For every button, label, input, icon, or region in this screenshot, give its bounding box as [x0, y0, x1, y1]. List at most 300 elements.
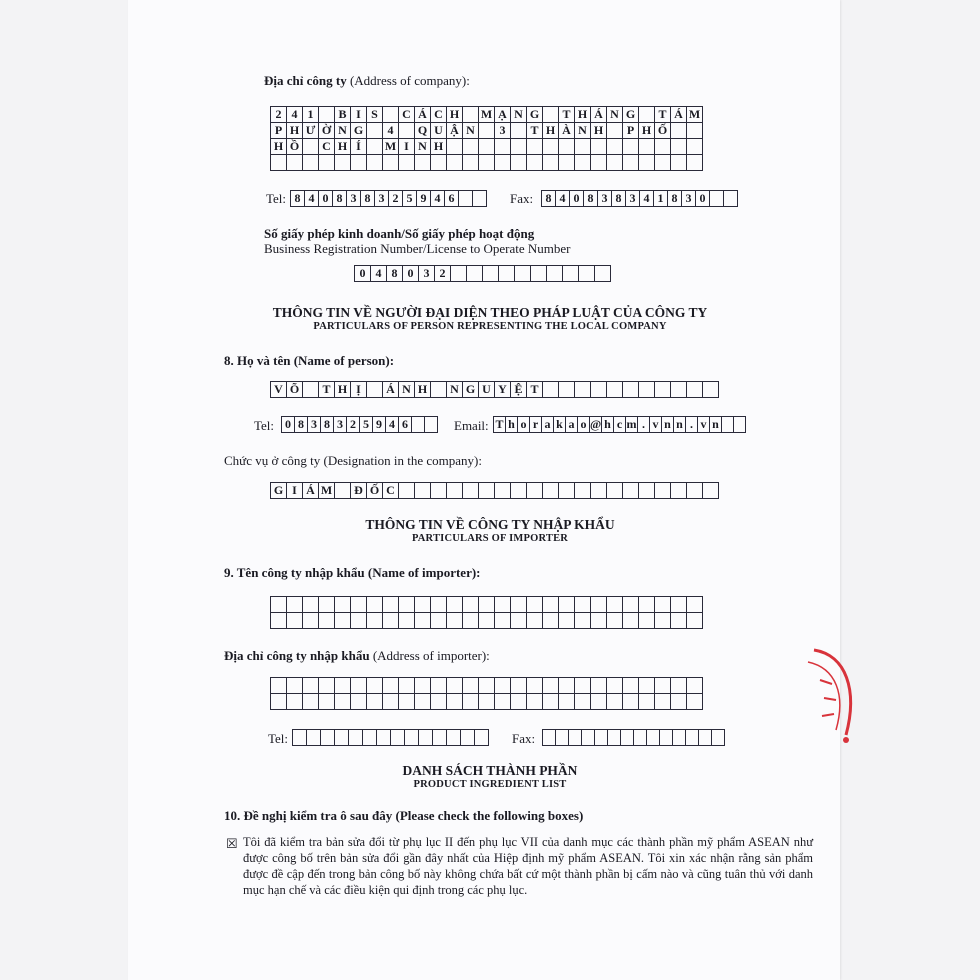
char-cell[interactable] — [424, 416, 438, 433]
char-cell[interactable] — [622, 596, 639, 613]
char-cell[interactable]: 0 — [281, 416, 295, 433]
char-cell[interactable]: 3 — [597, 190, 612, 207]
char-cell[interactable] — [654, 154, 671, 171]
char-cell[interactable]: 8 — [667, 190, 682, 207]
char-cell[interactable]: 2 — [434, 265, 451, 282]
char-cell[interactable] — [362, 729, 377, 746]
char-cell[interactable]: M — [382, 138, 399, 155]
char-cell[interactable]: T — [318, 381, 335, 398]
char-cell[interactable]: I — [398, 138, 415, 155]
char-cell[interactable]: 2 — [346, 416, 360, 433]
char-cell[interactable] — [302, 693, 319, 710]
char-cell[interactable] — [526, 482, 543, 499]
char-cell[interactable]: 4 — [370, 265, 387, 282]
char-cell[interactable]: N — [446, 381, 463, 398]
char-cell[interactable] — [366, 154, 383, 171]
char-cell[interactable] — [578, 265, 595, 282]
char-cell[interactable] — [382, 106, 399, 123]
char-cell[interactable] — [446, 677, 463, 694]
char-cell[interactable]: G — [526, 106, 543, 123]
char-cell[interactable]: M — [686, 106, 703, 123]
char-cell[interactable] — [526, 677, 543, 694]
char-cell[interactable] — [606, 693, 623, 710]
char-cell[interactable] — [606, 612, 623, 629]
char-cell[interactable]: N — [574, 122, 591, 139]
char-cell[interactable]: v — [649, 416, 662, 433]
char-cell[interactable] — [526, 612, 543, 629]
char-cell[interactable] — [574, 154, 591, 171]
char-cell[interactable] — [574, 381, 591, 398]
char-cell[interactable] — [526, 693, 543, 710]
char-cell[interactable]: P — [622, 122, 639, 139]
char-cell[interactable]: 1 — [302, 106, 319, 123]
char-cell[interactable]: Á — [590, 106, 607, 123]
char-cell[interactable] — [446, 729, 461, 746]
char-cell[interactable] — [462, 596, 479, 613]
char-cell[interactable] — [462, 677, 479, 694]
char-cell[interactable] — [558, 138, 575, 155]
char-cell[interactable]: H — [446, 106, 463, 123]
char-cell[interactable] — [558, 693, 575, 710]
char-cell[interactable] — [542, 138, 559, 155]
char-cell[interactable] — [638, 154, 655, 171]
char-cell[interactable] — [302, 138, 319, 155]
char-cell[interactable] — [514, 265, 531, 282]
char-cell[interactable] — [526, 138, 543, 155]
char-cell[interactable] — [430, 596, 447, 613]
char-cell[interactable]: Á — [382, 381, 399, 398]
char-cell[interactable] — [334, 596, 351, 613]
char-cell[interactable] — [430, 154, 447, 171]
char-cell[interactable] — [709, 190, 724, 207]
char-cell[interactable] — [494, 693, 511, 710]
char-cell[interactable] — [546, 265, 563, 282]
char-cell[interactable] — [430, 482, 447, 499]
char-cell[interactable]: U — [478, 381, 495, 398]
char-cell[interactable]: 0 — [318, 190, 333, 207]
char-cell[interactable] — [510, 154, 527, 171]
char-cell[interactable] — [270, 596, 287, 613]
char-cell[interactable] — [286, 612, 303, 629]
char-cell[interactable]: H — [638, 122, 655, 139]
char-cell[interactable] — [562, 265, 579, 282]
char-cell[interactable] — [638, 693, 655, 710]
char-cell[interactable] — [622, 693, 639, 710]
char-cell[interactable] — [286, 677, 303, 694]
char-cell[interactable]: 3 — [307, 416, 321, 433]
char-cell[interactable] — [478, 138, 495, 155]
char-cell[interactable] — [478, 677, 495, 694]
char-cell[interactable] — [654, 138, 671, 155]
char-cell[interactable]: 0 — [402, 265, 419, 282]
char-cell[interactable] — [302, 154, 319, 171]
char-cell[interactable] — [376, 729, 391, 746]
char-cell[interactable] — [686, 154, 703, 171]
char-cell[interactable]: T — [526, 122, 543, 139]
char-cell[interactable] — [686, 381, 703, 398]
char-cell[interactable]: P — [270, 122, 287, 139]
char-cell[interactable] — [542, 612, 559, 629]
char-cell[interactable] — [510, 482, 527, 499]
char-cell[interactable] — [414, 482, 431, 499]
char-cell[interactable] — [542, 729, 556, 746]
char-cell[interactable]: 0 — [354, 265, 371, 282]
char-cell[interactable] — [334, 154, 351, 171]
char-cell[interactable]: H — [590, 122, 607, 139]
char-cell[interactable]: À — [558, 122, 575, 139]
char-cell[interactable] — [530, 265, 547, 282]
char-cell[interactable]: 4 — [385, 416, 399, 433]
char-cell[interactable] — [334, 482, 351, 499]
char-cell[interactable] — [526, 154, 543, 171]
char-cell[interactable] — [494, 677, 511, 694]
char-cell[interactable] — [590, 154, 607, 171]
char-cell[interactable] — [574, 677, 591, 694]
char-cell[interactable] — [366, 381, 383, 398]
char-cell[interactable]: C — [318, 138, 335, 155]
char-cell[interactable] — [270, 677, 287, 694]
char-cell[interactable] — [270, 693, 287, 710]
designation-field[interactable] — [270, 482, 718, 499]
char-cell[interactable] — [474, 729, 489, 746]
char-cell[interactable] — [542, 677, 559, 694]
char-cell[interactable]: n — [661, 416, 674, 433]
char-cell[interactable] — [686, 138, 703, 155]
char-cell[interactable] — [670, 677, 687, 694]
char-cell[interactable]: 4 — [304, 190, 319, 207]
char-cell[interactable] — [670, 482, 687, 499]
char-cell[interactable] — [366, 677, 383, 694]
char-cell[interactable] — [622, 677, 639, 694]
char-cell[interactable] — [404, 729, 419, 746]
char-cell[interactable] — [430, 381, 447, 398]
char-cell[interactable] — [711, 729, 725, 746]
char-cell[interactable] — [510, 677, 527, 694]
char-cell[interactable]: 8 — [360, 190, 375, 207]
char-cell[interactable] — [462, 154, 479, 171]
char-cell[interactable] — [622, 482, 639, 499]
char-cell[interactable]: G — [270, 482, 287, 499]
char-cell[interactable]: Ố — [654, 122, 671, 139]
char-cell[interactable] — [320, 729, 335, 746]
char-cell[interactable]: H — [286, 122, 303, 139]
char-cell[interactable] — [555, 729, 569, 746]
char-cell[interactable] — [466, 265, 483, 282]
importer-tel-field[interactable] — [292, 729, 488, 746]
char-cell[interactable]: N — [510, 106, 527, 123]
char-cell[interactable] — [622, 154, 639, 171]
char-cell[interactable] — [494, 612, 511, 629]
char-cell[interactable] — [270, 154, 287, 171]
char-cell[interactable] — [590, 596, 607, 613]
char-cell[interactable] — [542, 482, 559, 499]
char-cell[interactable]: Á — [302, 482, 319, 499]
char-cell[interactable] — [334, 693, 351, 710]
char-cell[interactable] — [366, 596, 383, 613]
char-cell[interactable] — [686, 482, 703, 499]
char-cell[interactable] — [494, 482, 511, 499]
char-cell[interactable]: 3 — [494, 122, 511, 139]
char-cell[interactable] — [350, 693, 367, 710]
char-cell[interactable]: Ạ — [494, 106, 511, 123]
char-cell[interactable] — [482, 265, 499, 282]
char-cell[interactable] — [350, 677, 367, 694]
char-cell[interactable] — [450, 265, 467, 282]
char-cell[interactable] — [574, 612, 591, 629]
char-cell[interactable] — [478, 596, 495, 613]
char-cell[interactable]: M — [478, 106, 495, 123]
char-cell[interactable]: h — [505, 416, 518, 433]
char-cell[interactable] — [590, 677, 607, 694]
char-cell[interactable] — [510, 122, 527, 139]
char-cell[interactable] — [430, 612, 447, 629]
char-cell[interactable] — [606, 138, 623, 155]
person-email-field[interactable] — [493, 416, 745, 433]
char-cell[interactable] — [318, 154, 335, 171]
char-cell[interactable]: 1 — [653, 190, 668, 207]
char-cell[interactable]: Ư — [302, 122, 319, 139]
char-cell[interactable] — [350, 154, 367, 171]
char-cell[interactable] — [606, 122, 623, 139]
char-cell[interactable]: 2 — [270, 106, 287, 123]
char-cell[interactable] — [654, 693, 671, 710]
char-cell[interactable] — [590, 381, 607, 398]
char-cell[interactable]: Á — [414, 106, 431, 123]
char-cell[interactable]: T — [493, 416, 506, 433]
char-cell[interactable]: I — [350, 106, 367, 123]
char-cell[interactable]: Ồ — [286, 138, 303, 155]
char-cell[interactable] — [574, 138, 591, 155]
char-cell[interactable] — [654, 677, 671, 694]
char-cell[interactable] — [318, 693, 335, 710]
char-cell[interactable] — [286, 693, 303, 710]
char-cell[interactable] — [430, 693, 447, 710]
char-cell[interactable]: 3 — [374, 190, 389, 207]
char-cell[interactable]: C — [382, 482, 399, 499]
char-cell[interactable] — [318, 677, 335, 694]
char-cell[interactable] — [382, 154, 399, 171]
char-cell[interactable]: 3 — [418, 265, 435, 282]
char-cell[interactable] — [542, 154, 559, 171]
char-cell[interactable] — [654, 381, 671, 398]
char-cell[interactable]: 6 — [398, 416, 412, 433]
char-cell[interactable] — [654, 482, 671, 499]
char-cell[interactable] — [606, 381, 623, 398]
char-cell[interactable] — [286, 154, 303, 171]
char-cell[interactable]: Ệ — [510, 381, 527, 398]
char-cell[interactable]: T — [558, 106, 575, 123]
char-cell[interactable] — [542, 381, 559, 398]
char-cell[interactable] — [672, 729, 686, 746]
char-cell[interactable]: 5 — [402, 190, 417, 207]
char-cell[interactable] — [446, 612, 463, 629]
char-cell[interactable] — [558, 677, 575, 694]
char-cell[interactable]: 3 — [625, 190, 640, 207]
char-cell[interactable]: N — [334, 122, 351, 139]
char-cell[interactable]: 0 — [695, 190, 710, 207]
char-cell[interactable]: B — [334, 106, 351, 123]
char-cell[interactable] — [654, 612, 671, 629]
char-cell[interactable] — [414, 154, 431, 171]
char-cell[interactable]: 3 — [346, 190, 361, 207]
char-cell[interactable] — [594, 265, 611, 282]
char-cell[interactable] — [581, 729, 595, 746]
char-cell[interactable]: G — [350, 122, 367, 139]
char-cell[interactable] — [398, 154, 415, 171]
char-cell[interactable] — [418, 729, 433, 746]
char-cell[interactable]: G — [462, 381, 479, 398]
char-cell[interactable]: Ờ — [318, 122, 335, 139]
char-cell[interactable]: T — [526, 381, 543, 398]
char-cell[interactable] — [334, 729, 349, 746]
char-cell[interactable] — [390, 729, 405, 746]
char-cell[interactable] — [414, 677, 431, 694]
char-cell[interactable] — [472, 190, 487, 207]
char-cell[interactable] — [350, 596, 367, 613]
char-cell[interactable]: c — [613, 416, 626, 433]
char-cell[interactable]: Õ — [286, 381, 303, 398]
char-cell[interactable] — [334, 612, 351, 629]
char-cell[interactable] — [638, 381, 655, 398]
char-cell[interactable]: H — [334, 381, 351, 398]
char-cell[interactable] — [446, 154, 463, 171]
char-cell[interactable] — [558, 612, 575, 629]
char-cell[interactable] — [606, 596, 623, 613]
char-cell[interactable] — [494, 596, 511, 613]
char-cell[interactable] — [510, 138, 527, 155]
char-cell[interactable] — [646, 729, 660, 746]
char-cell[interactable] — [318, 612, 335, 629]
char-cell[interactable] — [638, 482, 655, 499]
char-cell[interactable] — [622, 612, 639, 629]
char-cell[interactable]: Q — [414, 122, 431, 139]
char-cell[interactable]: 4 — [430, 190, 445, 207]
char-cell[interactable] — [366, 612, 383, 629]
char-cell[interactable] — [292, 729, 307, 746]
char-cell[interactable] — [590, 612, 607, 629]
char-cell[interactable] — [638, 106, 655, 123]
char-cell[interactable] — [478, 122, 495, 139]
char-cell[interactable] — [446, 482, 463, 499]
license-number-field[interactable] — [354, 265, 610, 282]
char-cell[interactable] — [494, 138, 511, 155]
char-cell[interactable]: Ố — [366, 482, 383, 499]
char-cell[interactable]: I — [286, 482, 303, 499]
company-tel-field[interactable] — [290, 190, 486, 207]
char-cell[interactable] — [510, 612, 527, 629]
char-cell[interactable]: Í — [350, 138, 367, 155]
char-cell[interactable]: 8 — [386, 265, 403, 282]
char-cell[interactable]: o — [577, 416, 590, 433]
char-cell[interactable] — [414, 612, 431, 629]
char-cell[interactable] — [542, 693, 559, 710]
char-cell[interactable]: 9 — [416, 190, 431, 207]
char-cell[interactable] — [558, 482, 575, 499]
char-cell[interactable]: N — [398, 381, 415, 398]
char-cell[interactable] — [574, 596, 591, 613]
char-cell[interactable]: 4 — [639, 190, 654, 207]
char-cell[interactable] — [568, 729, 582, 746]
char-cell[interactable] — [398, 612, 415, 629]
char-cell[interactable] — [460, 729, 475, 746]
char-cell[interactable]: N — [606, 106, 623, 123]
char-cell[interactable] — [350, 612, 367, 629]
confirm-checkbox[interactable]: ☒ — [226, 836, 238, 851]
char-cell[interactable]: n — [673, 416, 686, 433]
char-cell[interactable] — [366, 693, 383, 710]
char-cell[interactable] — [382, 612, 399, 629]
char-cell[interactable] — [670, 122, 687, 139]
char-cell[interactable] — [348, 729, 363, 746]
char-cell[interactable]: r — [529, 416, 542, 433]
char-cell[interactable] — [686, 596, 703, 613]
char-cell[interactable]: M — [318, 482, 335, 499]
char-cell[interactable] — [526, 596, 543, 613]
char-cell[interactable] — [558, 154, 575, 171]
char-cell[interactable] — [498, 265, 515, 282]
char-cell[interactable]: 8 — [294, 416, 308, 433]
char-cell[interactable]: m — [626, 417, 637, 431]
char-cell[interactable]: o — [517, 416, 530, 433]
char-cell[interactable]: S — [366, 106, 383, 123]
char-cell[interactable] — [670, 693, 687, 710]
char-cell[interactable] — [622, 138, 639, 155]
char-cell[interactable]: N — [462, 122, 479, 139]
char-cell[interactable]: 8 — [320, 416, 334, 433]
char-cell[interactable]: 4 — [286, 106, 303, 123]
char-cell[interactable]: 2 — [388, 190, 403, 207]
char-cell[interactable] — [430, 677, 447, 694]
char-cell[interactable] — [318, 106, 335, 123]
char-cell[interactable] — [382, 677, 399, 694]
char-cell[interactable] — [270, 612, 287, 629]
char-cell[interactable] — [478, 154, 495, 171]
char-cell[interactable] — [723, 190, 738, 207]
char-cell[interactable] — [670, 154, 687, 171]
char-cell[interactable] — [698, 729, 712, 746]
char-cell[interactable] — [334, 677, 351, 694]
char-cell[interactable] — [462, 693, 479, 710]
char-cell[interactable]: Ậ — [446, 122, 463, 139]
char-cell[interactable]: . — [685, 416, 698, 433]
char-cell[interactable] — [318, 596, 335, 613]
char-cell[interactable] — [478, 482, 495, 499]
char-cell[interactable]: H — [430, 138, 447, 155]
char-cell[interactable]: a — [565, 416, 578, 433]
char-cell[interactable] — [686, 612, 703, 629]
char-cell[interactable] — [398, 693, 415, 710]
char-cell[interactable] — [686, 677, 703, 694]
char-cell[interactable] — [620, 729, 634, 746]
char-cell[interactable]: 8 — [332, 190, 347, 207]
importer-fax-field[interactable] — [542, 729, 724, 746]
char-cell[interactable] — [670, 596, 687, 613]
char-cell[interactable]: k — [553, 416, 566, 433]
char-cell[interactable] — [398, 596, 415, 613]
char-cell[interactable] — [594, 729, 608, 746]
char-cell[interactable]: 5 — [359, 416, 373, 433]
char-cell[interactable] — [670, 138, 687, 155]
char-cell[interactable] — [670, 381, 687, 398]
char-cell[interactable] — [558, 596, 575, 613]
char-cell[interactable] — [670, 612, 687, 629]
person-name-field[interactable] — [270, 381, 718, 398]
char-cell[interactable]: h — [601, 416, 614, 433]
char-cell[interactable] — [606, 154, 623, 171]
char-cell[interactable]: 9 — [372, 416, 386, 433]
char-cell[interactable] — [478, 693, 495, 710]
char-cell[interactable]: Y — [494, 381, 511, 398]
